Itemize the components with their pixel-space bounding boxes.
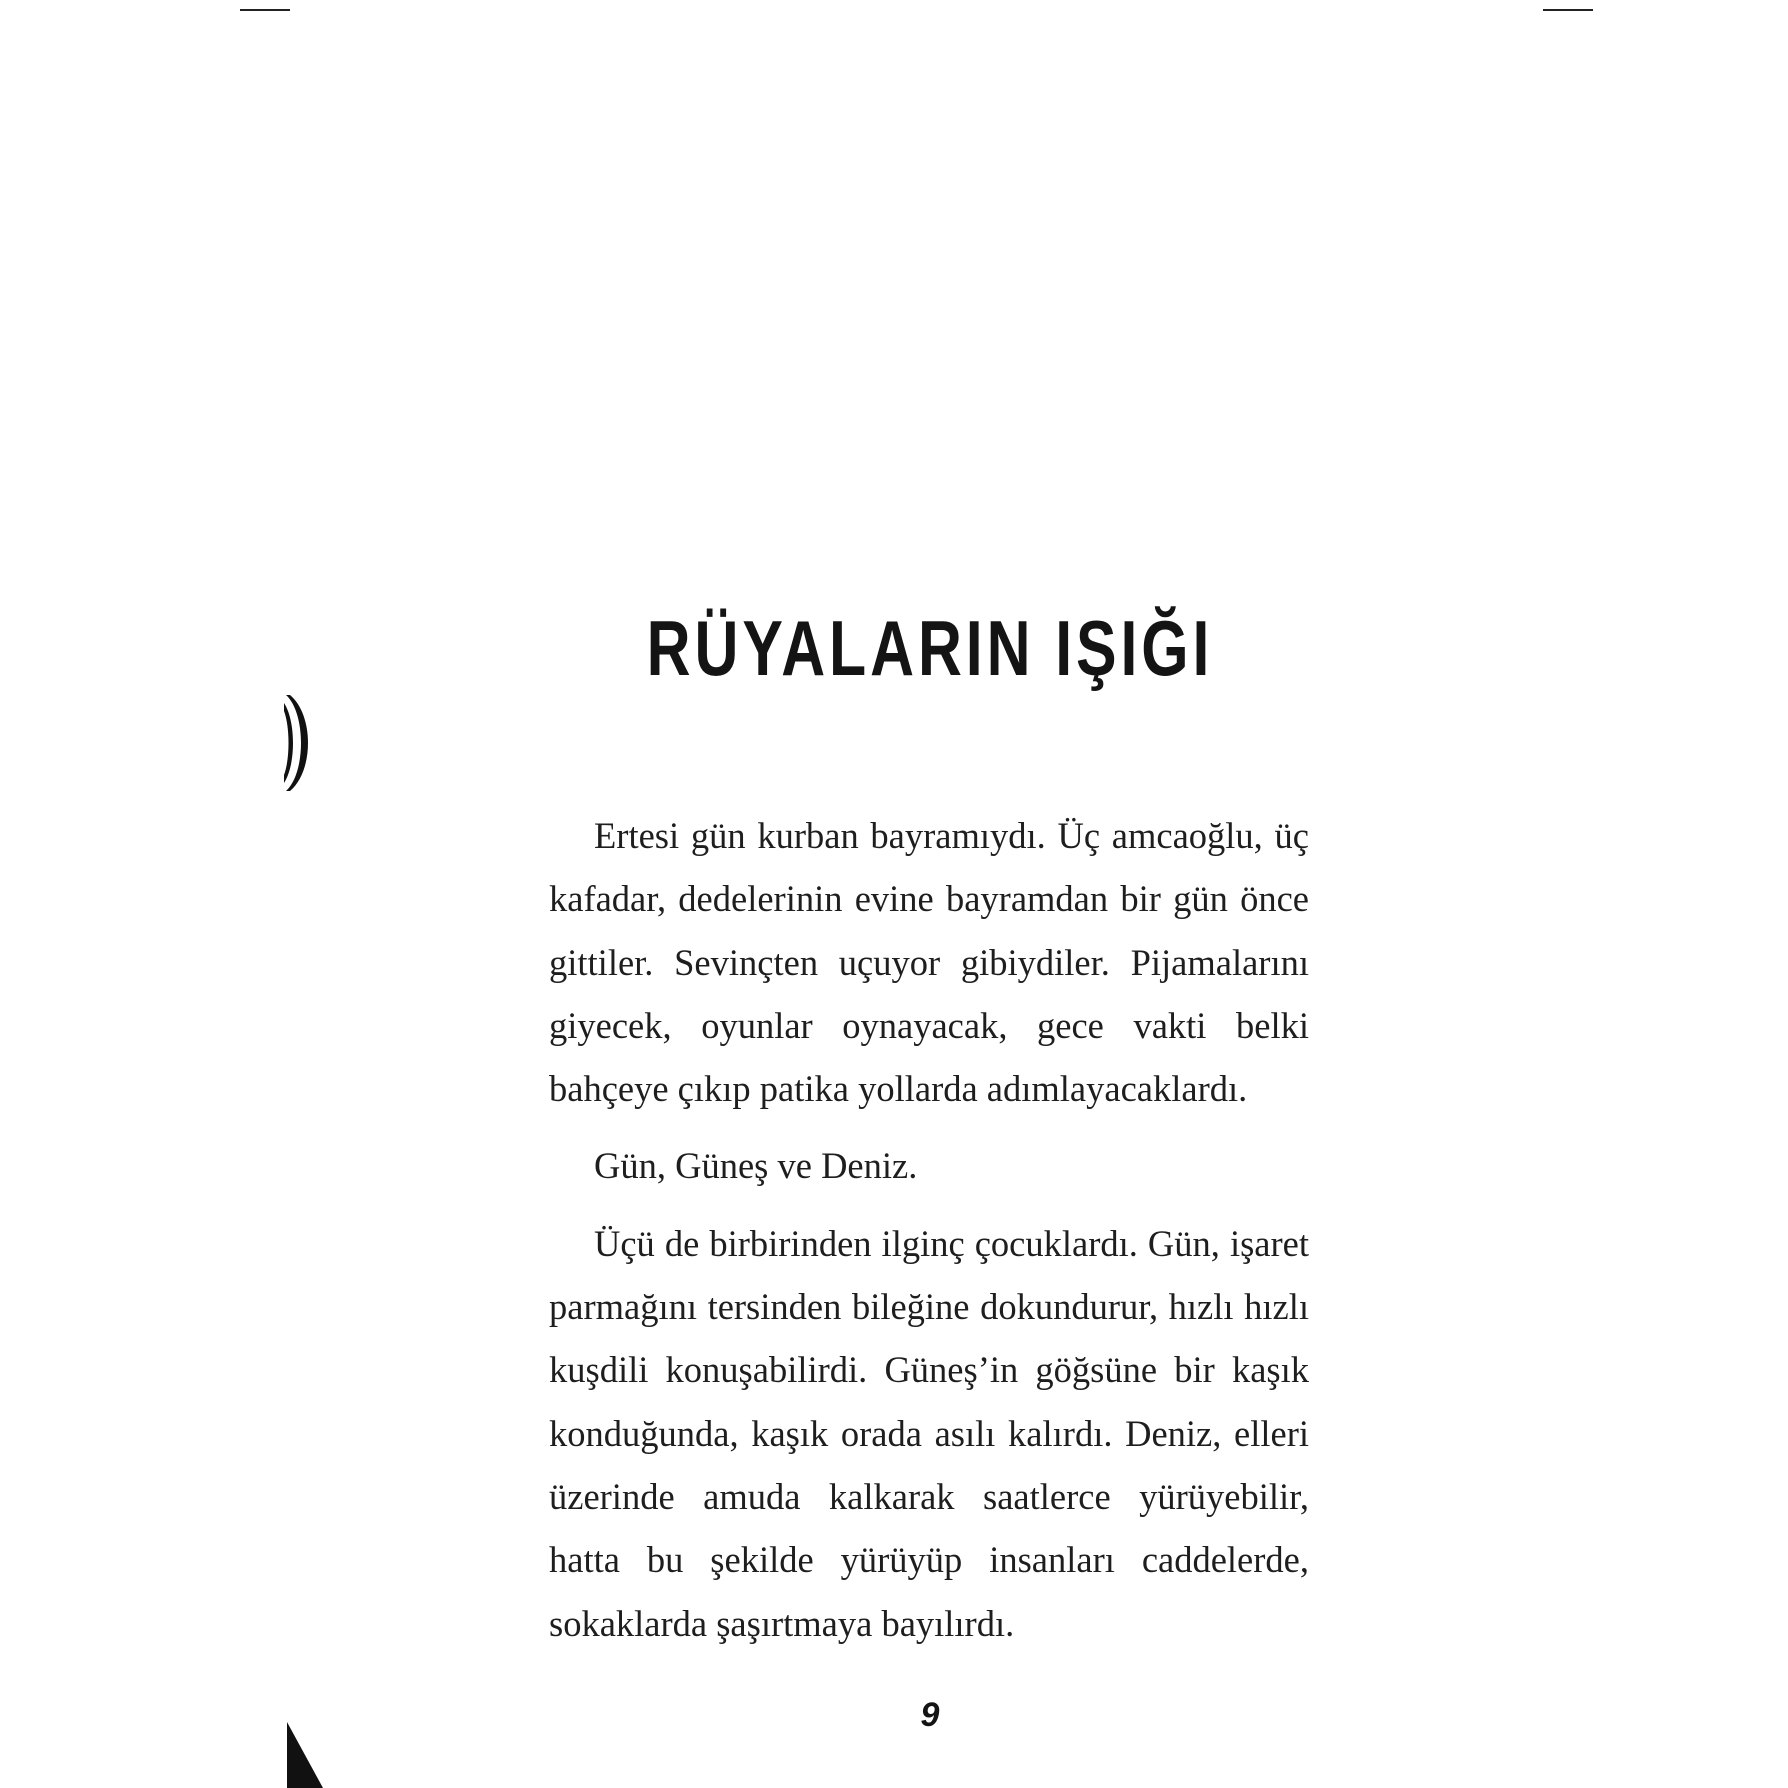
chapter-title: RÜYALARIN IŞIĞI [646, 604, 1214, 693]
paragraph-3: Üçü de birbirinden ilginç çocuklardı. Gün, işaret parmağını tersinden bileğine dokundurur, hızlı hızlı kuşdili konuşabilirdi. Güneş’in göğsüne bir kaşık konduğunda, kaşık orada asılı kalırdı. Deniz, elleri üzerinde amuda kalkarak saatlerce yürüyebilir, hatta bu şekilde yürüyüp insanları caddelerde, sokaklarda şaşırtmaya bayılırdı. [549, 1222, 1309, 1644]
body-text [549, 804, 1309, 1655]
paragraph-2: Gün, Güneş ve Deniz. [594, 1145, 918, 1187]
left-edge-triangle-decoration [287, 1722, 327, 1788]
crop-mark-top-right [1543, 9, 1593, 11]
page-number: 9 [920, 1696, 940, 1734]
crop-mark-top-left [240, 9, 290, 11]
left-edge-bracket-decoration [284, 695, 316, 791]
paragraph-1: Ertesi gün kurban bayramıydı. Üç amcaoğlu, üç kafadar, dedelerinin evine bayramdan bir gün önce gittiler. Sevinçten uçuyor gibiydiler. Pijamalarını giyecek, oyunlar oynayacak, gece vakti belki bahçeye çıkıp patika yollarda adımlayacaklardı. [549, 815, 1309, 1110]
